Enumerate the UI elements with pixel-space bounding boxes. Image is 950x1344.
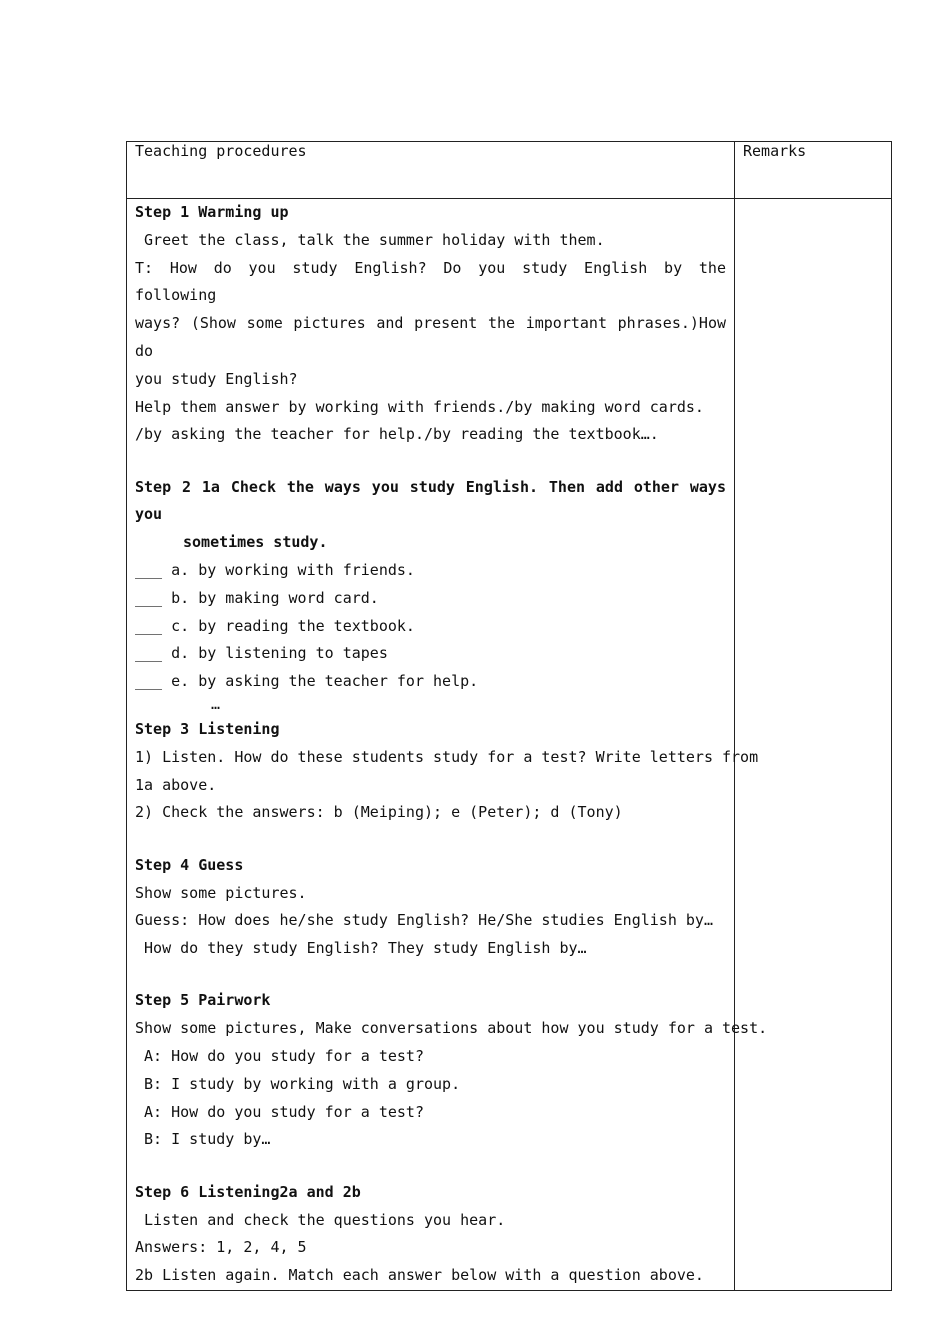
teaching-procedures-table bbox=[126, 141, 892, 1291]
checklist-item-a: ___ a. by working with friends. bbox=[135, 561, 415, 580]
table-body-row bbox=[127, 199, 892, 1291]
procedures-cell bbox=[127, 199, 768, 1291]
step-1-line: T: How do you study English? Do you study English by the following bbox=[135, 258, 726, 305]
spacer bbox=[135, 1154, 726, 1179]
checklist-ellipsis: … bbox=[211, 695, 221, 714]
step-3-line: 1) Listen. How do these students study for a test? Write letters from bbox=[135, 747, 759, 766]
step-5-title: Step 5 Pairwork bbox=[135, 991, 271, 1010]
remarks-header: Remarks bbox=[735, 142, 892, 199]
checklist-item-d: ___ d. by listening to tapes bbox=[135, 644, 388, 663]
lesson-plan-sheet bbox=[126, 141, 891, 1285]
step-2-section bbox=[135, 474, 726, 712]
step-4-section bbox=[135, 852, 726, 963]
step-3-line: 1a above. bbox=[135, 775, 217, 794]
dialogue-line: B: I study by working with a group. bbox=[135, 1074, 461, 1093]
step-4-title: Step 4 Guess bbox=[135, 855, 244, 874]
dialogue-line: B: I study by… bbox=[135, 1130, 271, 1149]
step-1-line: Help them answer by working with friends./by making word cards. bbox=[135, 397, 704, 416]
step-6-line: Answers: 1, 2, 4, 5 bbox=[135, 1238, 307, 1257]
spacer bbox=[135, 827, 726, 852]
step-3-section bbox=[135, 716, 759, 827]
step-2-title-continued: sometimes study. bbox=[183, 533, 328, 552]
step-1-title: Step 1 Warming up bbox=[135, 203, 289, 221]
step-6-section bbox=[135, 1179, 726, 1290]
step-1-line: /by asking the teacher for help./by reading the textbook…. bbox=[135, 425, 659, 444]
step-3-line: 2) Check the answers: b (Meiping); e (Peter); d (Tony) bbox=[135, 803, 623, 822]
step-4-line: How do they study English? They study English by… bbox=[135, 939, 587, 958]
step-3-title: Step 3 Listening bbox=[135, 720, 280, 739]
step-6-line: Listen and check the questions you hear. bbox=[135, 1210, 506, 1229]
step-5-line: Show some pictures, Make conversations about how you study for a test. bbox=[135, 1019, 768, 1038]
step-6-title: Step 6 Listening2a and 2b bbox=[135, 1182, 361, 1201]
dialogue-line: A: How do you study for a test? bbox=[135, 1047, 424, 1066]
checklist-item-b: ___ b. by making word card. bbox=[135, 588, 379, 607]
step-1-line: Greet the class, talk the summer holiday with them. bbox=[135, 230, 605, 249]
step-2-title: Step 2 1a Check the ways you study English. Then add other ways you bbox=[135, 477, 726, 524]
step-6-line: 2b Listen again. Match each answer below with a question above. bbox=[135, 1266, 704, 1285]
checklist-item-e: ___ e. by asking the teacher for help. bbox=[135, 672, 479, 691]
table-header-row bbox=[127, 142, 892, 199]
checklist-item-c: ___ c. by reading the textbook. bbox=[135, 616, 415, 635]
step-4-line: Show some pictures. bbox=[135, 883, 307, 902]
step-5-section bbox=[135, 987, 768, 1154]
teaching-procedures-header: Teaching procedures bbox=[127, 142, 735, 199]
step-1-line: you study English? bbox=[135, 369, 298, 388]
step-4-line: Guess: How does he/she study English? He/She studies English by… bbox=[135, 911, 713, 930]
step-1-section bbox=[135, 199, 726, 449]
spacer bbox=[135, 449, 726, 474]
dialogue-line: A: How do you study for a test? bbox=[135, 1102, 424, 1121]
spacer bbox=[135, 963, 726, 988]
step-1-line: ways? (Show some pictures and present the important phrases.)How do bbox=[135, 314, 726, 360]
remarks-cell bbox=[735, 199, 892, 1291]
